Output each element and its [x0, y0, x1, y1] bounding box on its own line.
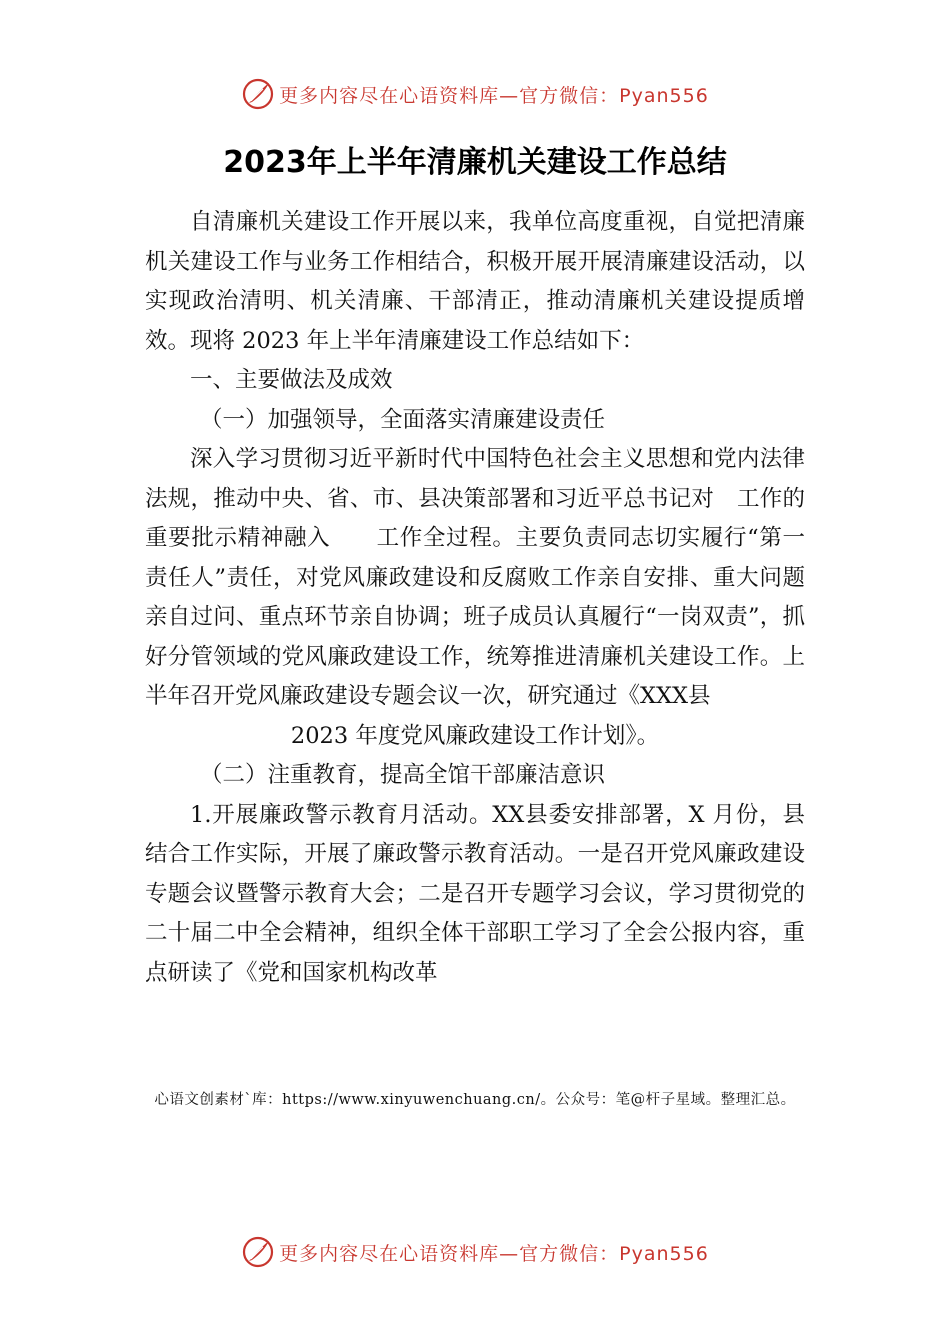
body-paragraph-1: 深入学习贯彻习近平新时代中国特色社会主义思想和党内法律法规，推动中央、省、市、县决策部署和习近平总书记对 工作的重要批示精神融入 工作全过程。主要负责同志切实履行“第一责任人”责任，对党风廉政建设和反腐败工作亲自安排、重大问题亲自过问、重点环节亲自协调；班子成员认真履行“一岗双责”，抓好分管领域的党风廉政建设工作，统筹推进清廉机关建设工作。上半年召开党风廉政建设专题会议一次，研究通过《XXX县 — [145, 446, 805, 709]
source-note: 心语文创素材`库：https://www.xinyuwenchuang.cn/。公众号：笔@杆子星域。整理汇总。 — [154, 1092, 796, 1108]
banner-text: 更多内容尽在心语资料库—官方微信：Pyan556 — [279, 84, 709, 107]
document-title: 2023年上半年清廉机关建设工作总结 — [223, 145, 727, 180]
subsection-heading-1: （一）加强领导，全面落实清廉建设责任 — [200, 406, 606, 433]
subsection-heading-2: （二）注重教育，提高全馆干部廉洁意识 — [200, 762, 606, 788]
section-heading-1: 一、主要做法及成效 — [190, 367, 393, 393]
top-banner — [0, 72, 950, 116]
document-body — [145, 203, 805, 993]
intro-paragraph: 自清廉机关建设工作开展以来，我单位高度重视，自觉把清廉机关建设工作与业务工作相结合，积极开展开展清廉建设活动，以实现政治清明、机关清廉、干部清正，推动清廉机关建设提质增效。现将 2023 年上半年清廉建设工作总结如下： — [145, 209, 805, 354]
quill-seal-icon — [241, 77, 275, 111]
quill-seal-icon — [241, 1235, 275, 1269]
body-paragraph-2: 1.开展廉政警示教育月活动。XX县委安排部署，X 月份，县 结合工作实际，开展了廉政警示教育活动。一是召开党风廉政建设专题会议暨警示教育大会；二是召开专题学习会议，学习贯彻党的二十届二中全会精神，组织全体干部职工学习了全会公报内容，重点研读了《党和国家机构改革 — [145, 801, 805, 986]
body-paragraph-1-continued: 2023 年度党风廉政建设工作计划》。 — [290, 722, 660, 749]
bottom-banner — [0, 1230, 950, 1274]
banner-text: 更多内容尽在心语资料库—官方微信：Pyan556 — [279, 1242, 709, 1265]
